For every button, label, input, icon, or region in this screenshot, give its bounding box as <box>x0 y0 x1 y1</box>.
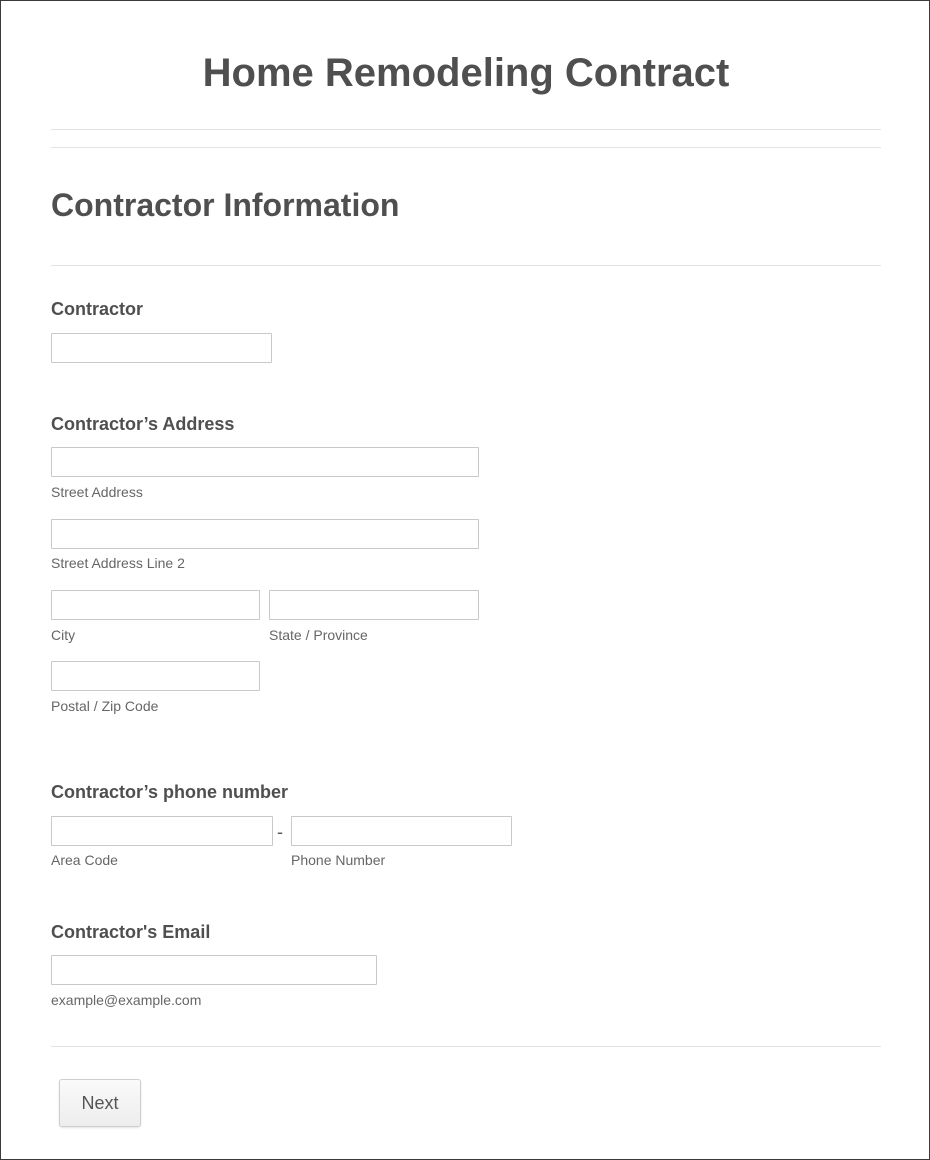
form-title: Home Remodeling Contract <box>202 51 730 95</box>
street-address-line2-sublabel: Street Address Line 2 <box>51 555 185 571</box>
area-code-sublabel: Area Code <box>51 852 118 868</box>
divider <box>51 265 881 266</box>
postal-code-input[interactable] <box>51 661 260 691</box>
contractor-input[interactable] <box>51 333 272 363</box>
email-input[interactable] <box>51 955 377 985</box>
phone-number-input[interactable] <box>291 816 512 846</box>
phone-separator: - <box>277 822 283 842</box>
area-code-input[interactable] <box>51 816 273 846</box>
state-province-sublabel: State / Province <box>269 627 368 643</box>
contractor-label: Contractor <box>51 299 144 319</box>
email-label: Contractor's Email <box>51 922 211 942</box>
street-address-sublabel: Street Address <box>51 484 143 500</box>
street-address-input[interactable] <box>51 447 479 477</box>
divider <box>51 129 881 130</box>
next-button[interactable]: Next <box>59 1079 141 1127</box>
street-address-line2-input[interactable] <box>51 519 479 549</box>
section-title: Contractor Information <box>51 187 400 223</box>
divider <box>51 147 881 148</box>
divider <box>51 1046 881 1047</box>
city-input[interactable] <box>51 590 260 620</box>
phone-number-sublabel: Phone Number <box>291 852 386 868</box>
phone-label: Contractor’s phone number <box>51 782 289 802</box>
state-province-input[interactable] <box>269 590 479 620</box>
city-sublabel: City <box>51 627 76 643</box>
postal-code-sublabel: Postal / Zip Code <box>51 698 159 714</box>
email-sublabel: example@example.com <box>51 992 202 1008</box>
address-label: Contractor’s Address <box>51 414 235 434</box>
